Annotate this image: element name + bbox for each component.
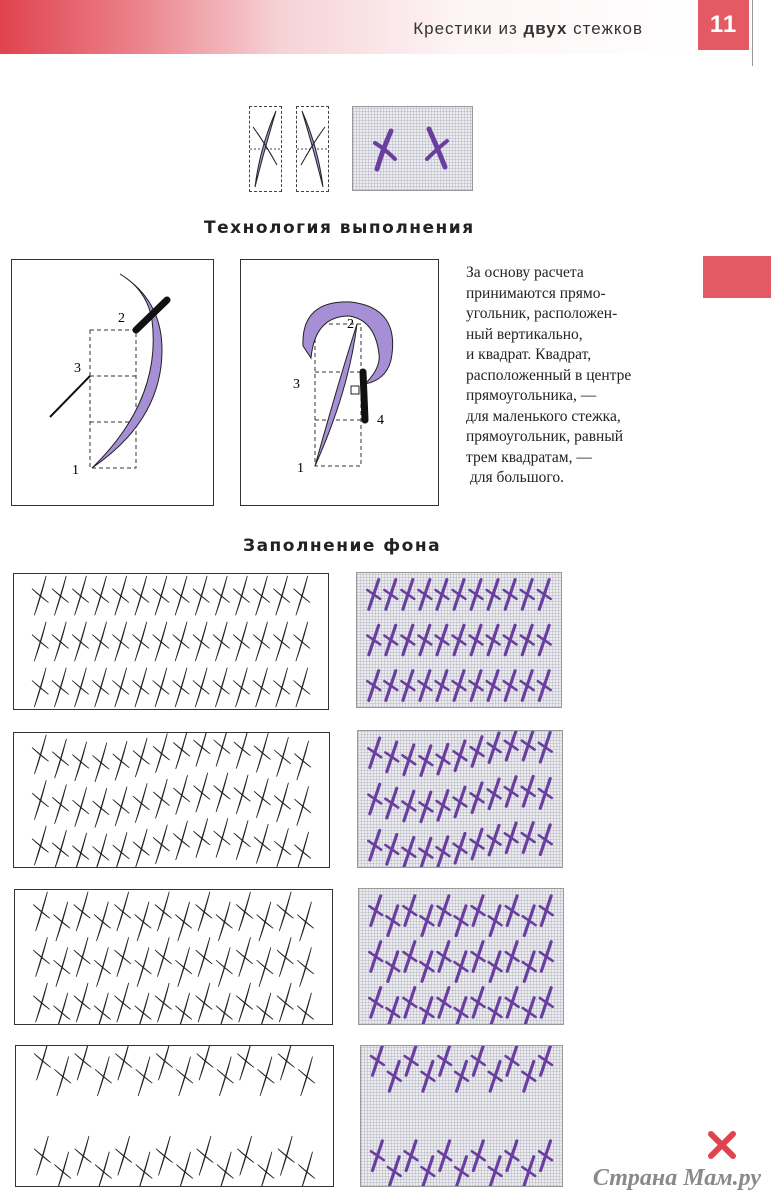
pattern-fabric-1-svg [357, 573, 561, 707]
watermark: Страна Мам.ру [592, 1165, 761, 1191]
description-line: принимаются прямо- [466, 284, 606, 302]
diagram-label-3: 3 [74, 361, 81, 376]
pattern-diagram-2 [13, 732, 330, 868]
stitch-diagram-left [249, 106, 282, 192]
background-heading: Заполнение фона [243, 536, 442, 556]
description-line: и квадрат. Квадрат, [466, 346, 592, 363]
description-text [466, 263, 696, 489]
page-edge-line [752, 0, 753, 66]
description-line: За основу расчета [466, 264, 584, 281]
description-line: трем квадратам, — [466, 448, 592, 466]
side-tab [703, 256, 771, 298]
diagram-label-1: 1 [297, 461, 304, 476]
fabric-top-svg [353, 107, 472, 190]
pattern-diagram-2-svg [14, 733, 329, 867]
diagram-label-2: 2 [118, 311, 125, 326]
pattern-diagram-4 [15, 1045, 334, 1187]
pattern-fabric-2 [357, 730, 563, 868]
pattern-fabric-4 [360, 1045, 563, 1187]
diagram-label-3: 3 [293, 377, 300, 392]
description-line: для большого. [466, 469, 565, 486]
technique-heading: Технология выполнения [204, 218, 475, 238]
stitch-fabric-sample [352, 106, 473, 191]
description-line: ный вертикально, [466, 325, 583, 343]
pattern-fabric-3 [358, 888, 564, 1025]
pattern-fabric-4-svg [361, 1046, 562, 1186]
technique-left-svg [12, 260, 213, 505]
technique-diagram-right [240, 259, 439, 506]
description-line: угольник, расположен- [466, 305, 618, 322]
pattern-fabric-1 [356, 572, 562, 708]
stitch-right-svg [297, 107, 328, 191]
chapter-title: Крестики из двух стежков [413, 19, 643, 38]
description-line: прямоугольника, — [466, 387, 597, 404]
stitch-diagram-right [296, 106, 329, 192]
stitch-left-svg [250, 107, 281, 191]
technique-right-svg [241, 260, 438, 505]
pattern-fabric-3-svg [359, 889, 563, 1024]
description-line: расположенный в центре [466, 366, 632, 384]
pattern-diagram-3-svg [15, 890, 332, 1024]
pattern-diagram-1 [13, 573, 329, 710]
watermark-cross-icon [707, 1130, 737, 1160]
diagram-label-4: 4 [377, 413, 384, 428]
diagram-label-1: 1 [72, 463, 79, 478]
description-line: прямоугольник, равный [466, 428, 624, 445]
pattern-diagram-4-svg [16, 1046, 333, 1186]
description-line: для маленького стежка, [466, 407, 621, 425]
pattern-diagram-3 [14, 889, 333, 1025]
diagram-label-2: 2 [347, 317, 354, 332]
pattern-diagram-1-svg [14, 574, 328, 709]
technique-diagram-left [11, 259, 214, 506]
page-number: 11 [698, 0, 749, 50]
pattern-fabric-2-svg [358, 731, 562, 867]
